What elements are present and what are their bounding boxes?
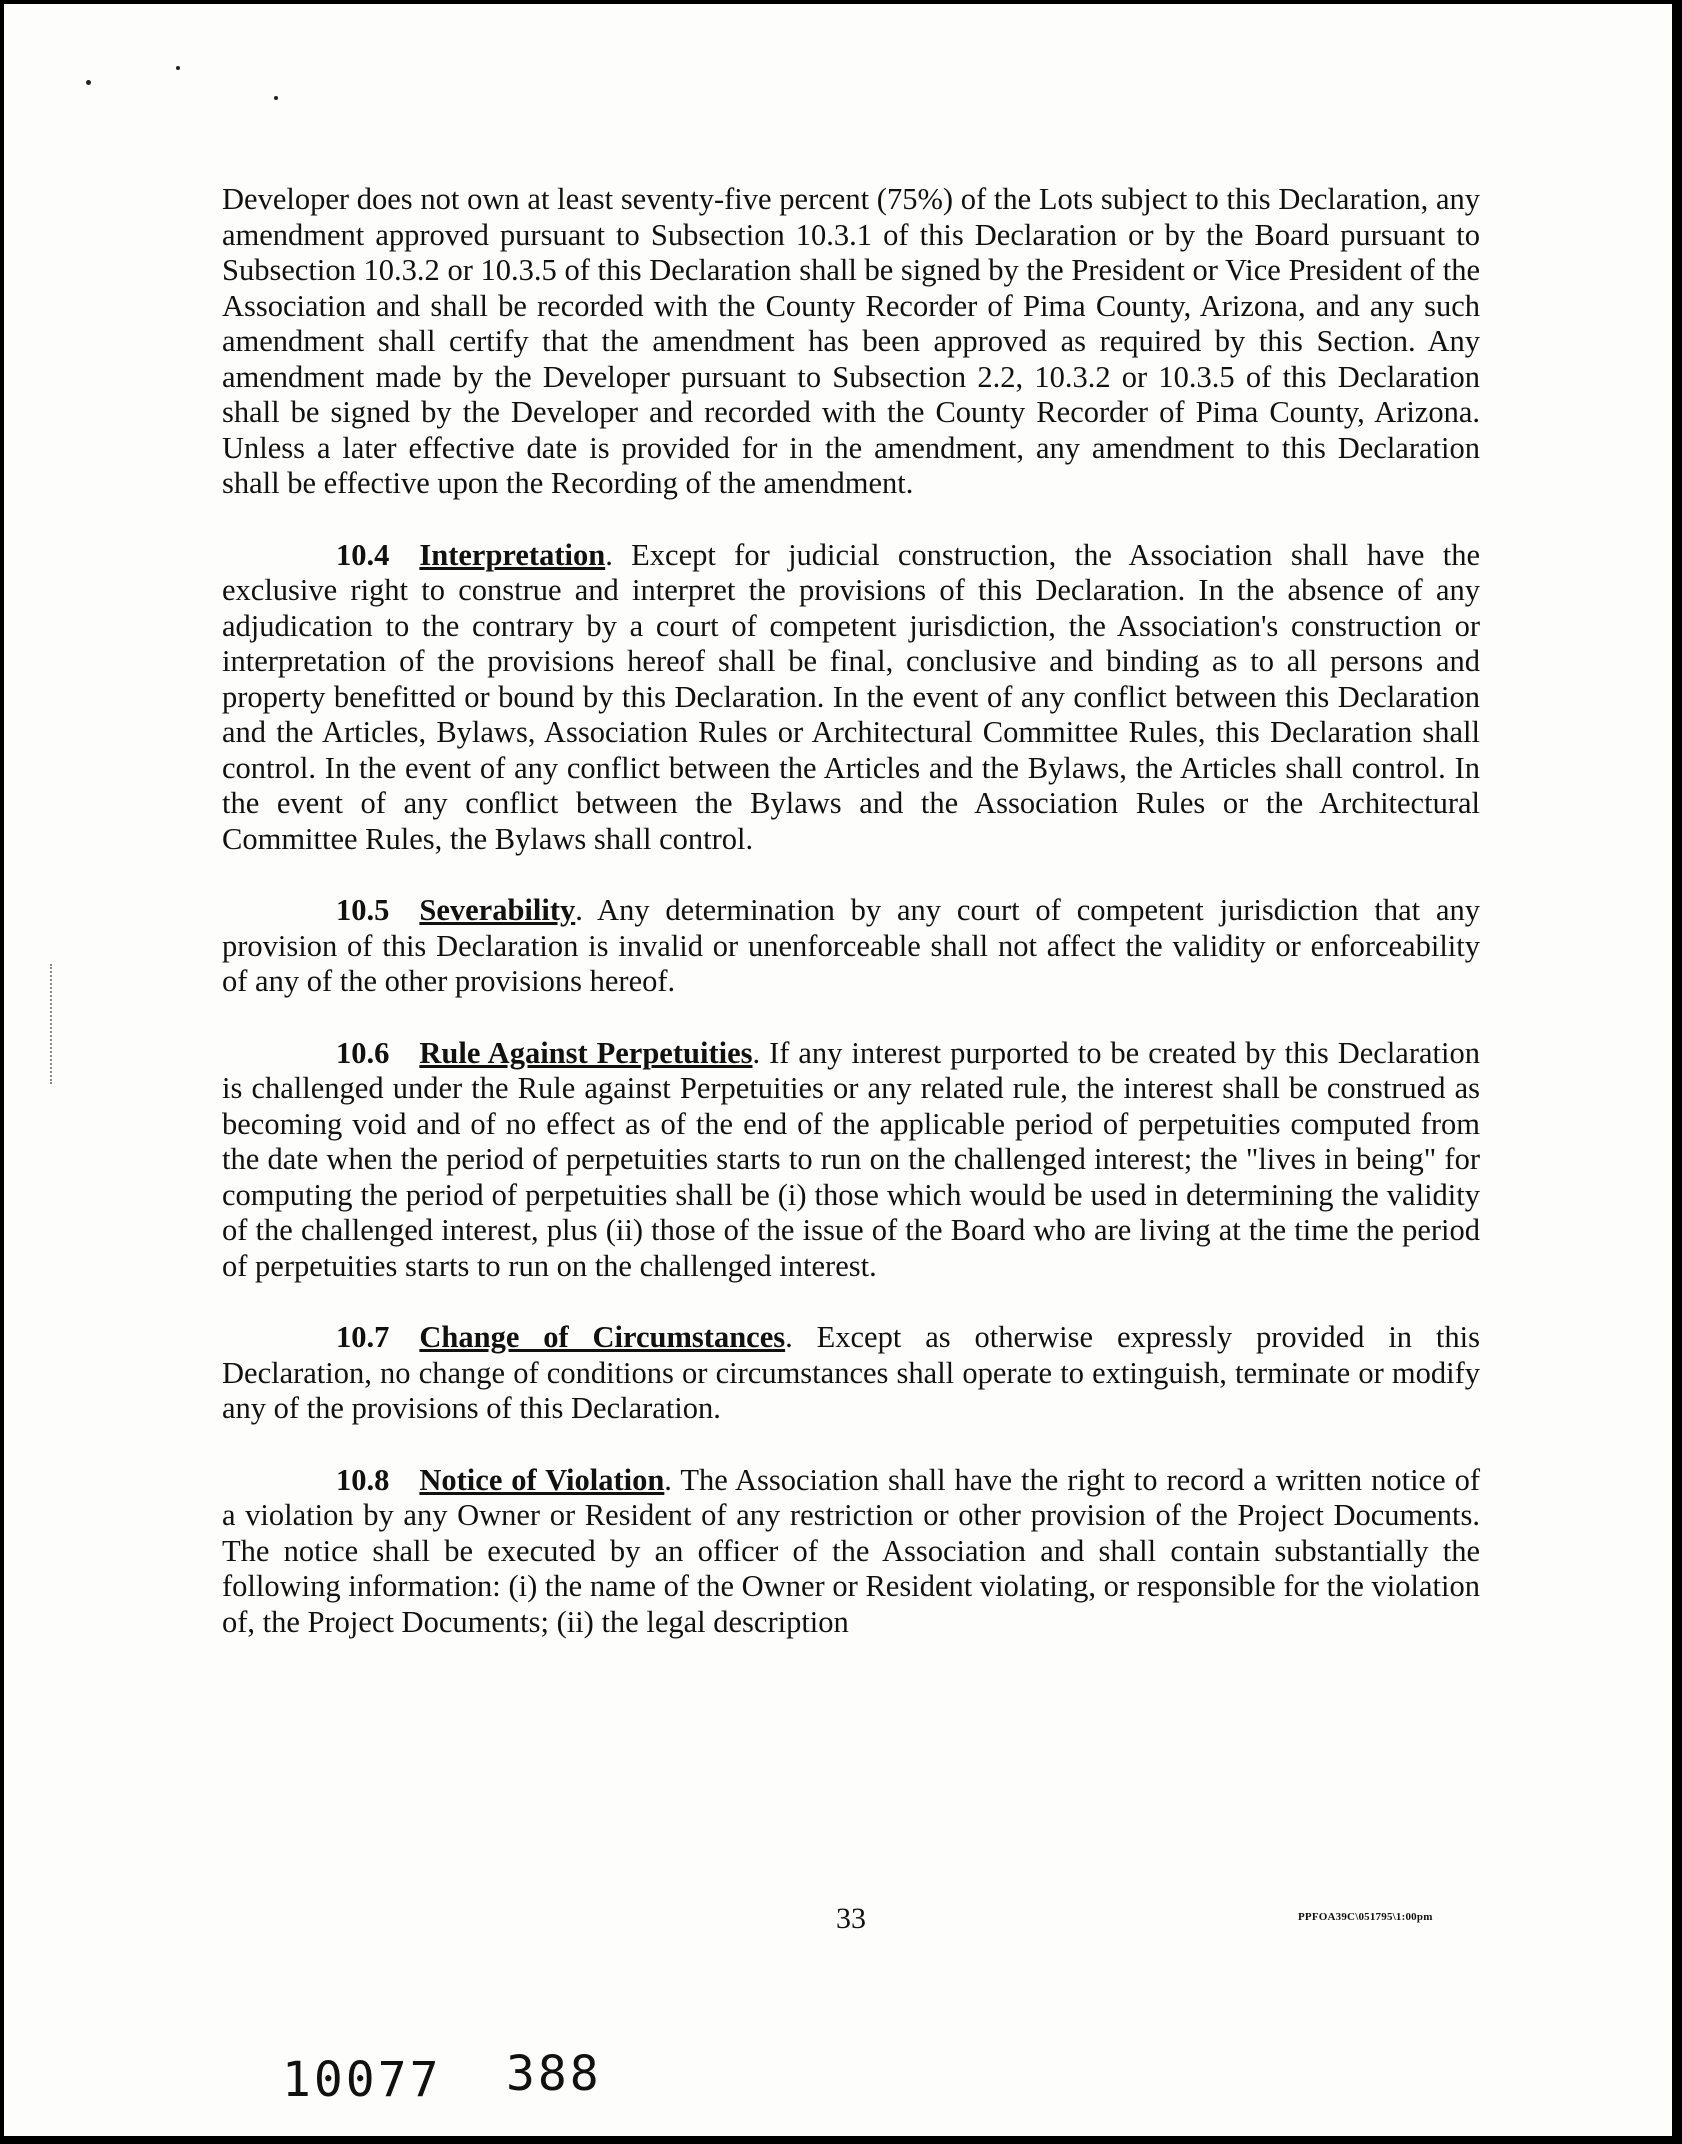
page-number: 33 — [836, 1902, 866, 1935]
section-title: Rule Against Perpetuities — [419, 1035, 753, 1070]
section-10-4 — [222, 538, 1480, 858]
section-number: 10.7 — [336, 1320, 390, 1354]
recording-book-stamp: 10077 — [282, 2052, 442, 2108]
section-number: 10.4 — [336, 537, 390, 572]
scan-speck — [176, 66, 180, 70]
section-number: 10.5 — [336, 893, 390, 927]
scan-speck — [274, 96, 278, 100]
section-10-8 — [222, 1463, 1480, 1641]
section-number: 10.8 — [336, 1462, 390, 1497]
section-text: . Except for judicial construction, the Association shall have the exclusive right to construe and interpret the provisions of this Declaration. In the absence of any adjudication to the contrary by a court of competent jurisdiction, the Association's construction or interpretation of the provisions hereof shall be final, conclusive and binding as to all persons and property benefitted or bound by this Declaration. In the event of any conflict between this Declaration and the Articles, Bylaws, Association Rules or Architectural Committee Rules, this Declaration shall control. In the event of any conflict between the Articles and the Bylaws, the Articles shall control. In the event of any conflict between the Bylaws and the Association Rules or the Architectural Committee Rules, the Bylaws shall control. — [222, 537, 1480, 856]
section-title: Interpretation — [419, 537, 606, 572]
section-title: Notice of Violation — [419, 1462, 665, 1497]
section-number: 10.6 — [336, 1035, 390, 1070]
recording-page-stamp: 388 — [506, 2046, 602, 2102]
document-code: PPFOA39C\051795\1:00pm — [1298, 1911, 1433, 1923]
scan-speck — [86, 80, 91, 85]
section-text: . If any interest purported to be created by this Declaration is challenged under the Rule against Perpetuities or any related rule, the interest shall be construed as becoming void and of no effect as of the end of the applicable period of perpetuities computed from the date when the period of perpetuities starts to run on the challenged interest; the "lives in being" for computing the period of perpetuities shall be (i) those which would be used in determining the validity of the challenged interest, plus (ii) those of the issue of the Board who are living at the time the period of perpetuities starts to run on the challenged interest. — [222, 1035, 1480, 1283]
section-10-6 — [222, 1036, 1480, 1285]
continuation-paragraph: Developer does not own at least seventy-five percent (75%) of the Lots subject to this Declaration, any amendment approved pursuant to Subsection 10.3.1 of this Declaration or by the Board pursuant to Subsection 10.3.2 or 10.3.5 of this Declaration shall be signed by the President or Vice President of the Association and shall be recorded with the County Recorder of Pima County, Arizona, and any such amendment shall certify that the amendment has been approved as required by this Section. Any amendment made by the Developer pursuant to Subsection 2.2, 10.3.2 or 10.3.5 of this Declaration shall be signed by the Developer and recorded with the County Recorder of Pima County, Arizona. Unless a later effective date is provided for in the amendment, any amendment to this Declaration shall be effective upon the Recording of the amendment. — [222, 182, 1480, 500]
section-text: . The Association shall have the right to record a written notice of a violation by any Owner or Resident of any restriction or other provision of the Project Documents. The notice shall be executed by an officer of the Association and shall contain substantially the following information: (i) the name of the Owner or Resident violating, or responsible for the violation of, the Project Documents; (ii) the legal description — [222, 1462, 1480, 1639]
section-10-5 — [222, 893, 1480, 1000]
section-title: Change of Circumstances — [419, 1320, 786, 1354]
section-text: . Any determination by any court of competent jurisdiction that any provision of this Declaration is invalid or unenforceable shall not affect the validity or enforceability of any of the other provisions hereof. — [222, 893, 1480, 998]
document-page — [4, 4, 1672, 2136]
scan-margin-artifact — [50, 964, 54, 1084]
section-10-7 — [222, 1320, 1480, 1427]
section-title: Severability — [419, 893, 576, 927]
section-text: . Except as otherwise expressly provided in this Declaration, no change of conditions or circumstances shall operate to extinguish, terminate or modify any of the provisions of this Declaration. — [222, 1320, 1480, 1425]
document-body — [222, 182, 1480, 1676]
